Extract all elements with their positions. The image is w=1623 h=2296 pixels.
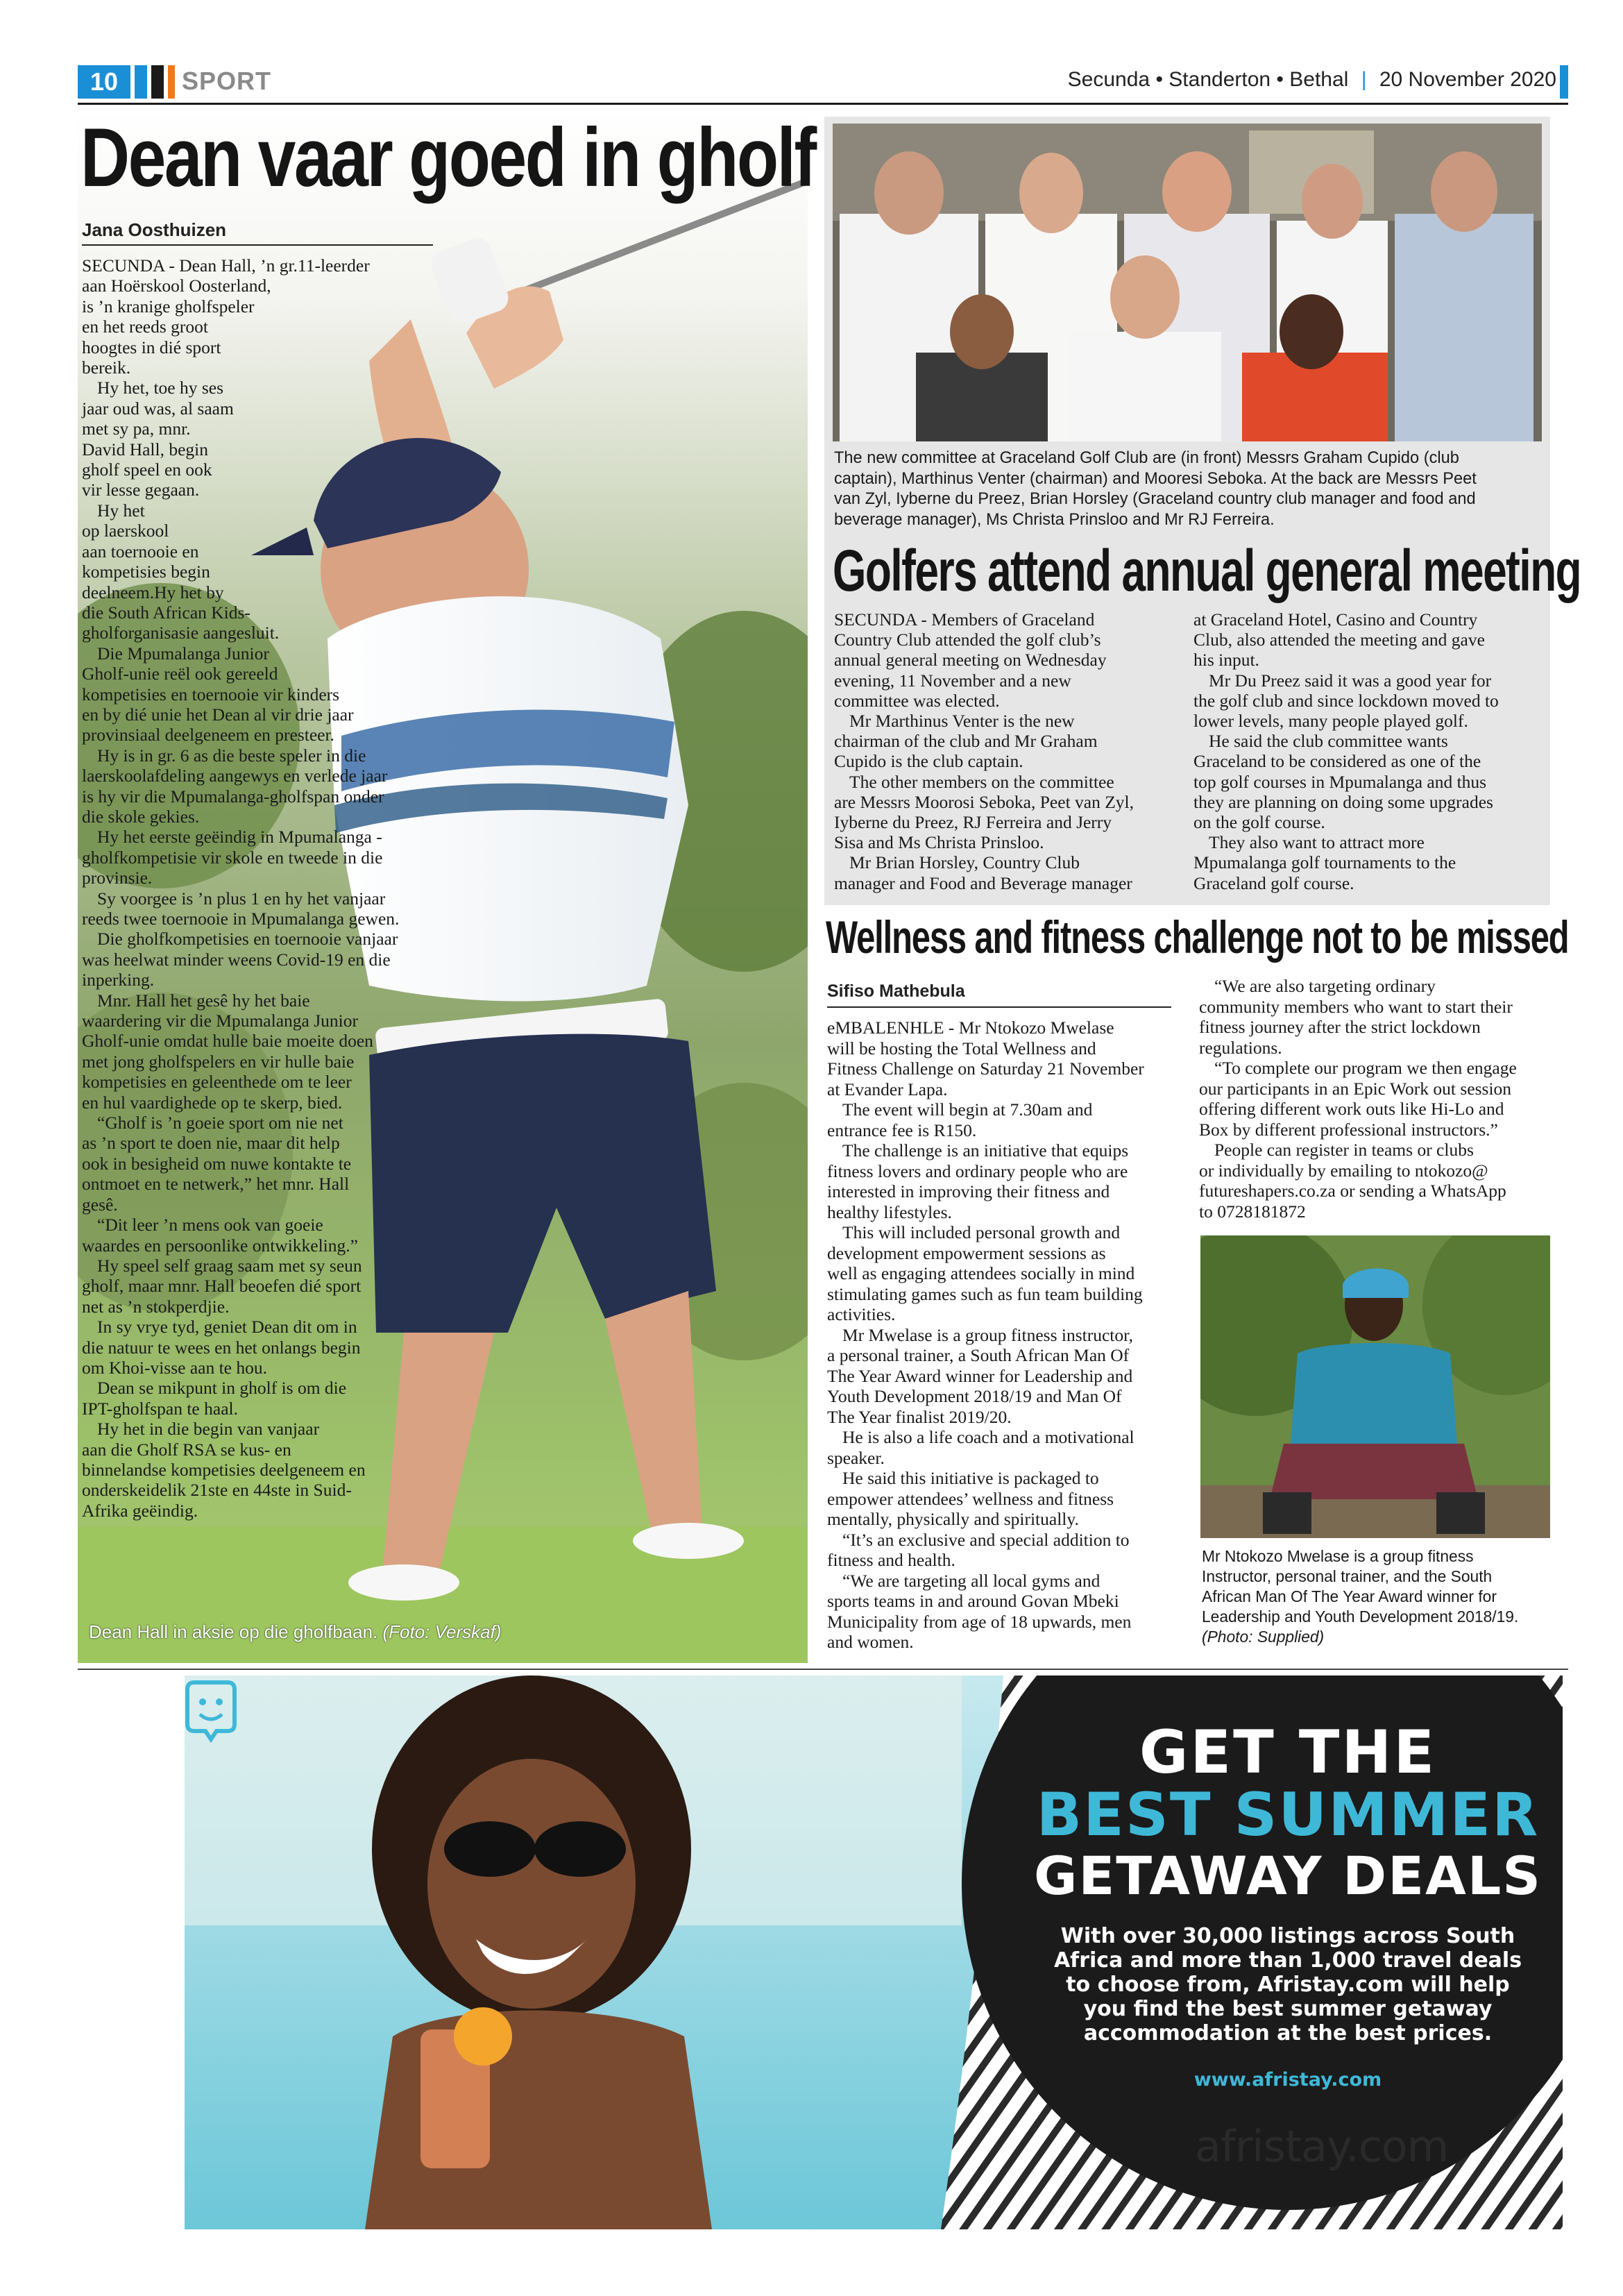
agm-headline: Golfers attend annual general meeting	[833, 538, 1581, 603]
golf-body-line: inperking.	[82, 970, 155, 990]
golf-photo-caption	[89, 1621, 501, 1643]
golf-body-line: Sy voorgee is ’n plus 1 en hy het vanjaar	[97, 888, 386, 909]
wellness-byline-rule	[827, 1006, 1171, 1008]
wellness-col1-line: empower attendees’ wellness and fitness	[827, 1488, 1114, 1509]
golf-body-line: vir lesse gegaan.	[82, 480, 200, 500]
agm-col2-line: Mpumalanga golf tournaments to the	[1193, 852, 1456, 873]
agm-col1-line: SECUNDA - Members of Graceland	[834, 609, 1095, 630]
trainer-photo	[1200, 1235, 1550, 1538]
golf-body-line: was heelwat minder weens Covid-19 en die	[82, 949, 391, 970]
golf-body-line: op laerskool	[82, 521, 169, 541]
agm-col2-line: Graceland golf course.	[1193, 872, 1354, 893]
wellness-col1-line: and women.	[827, 1632, 914, 1652]
agm-col2-line: They also want to attract more	[1209, 832, 1425, 853]
golf-body-line: laerskoolafdeling aangewys en verlede jaar	[82, 766, 388, 786]
wellness-col1-line: He is also a life coach and a motivational	[842, 1427, 1135, 1447]
golf-body-line: aan die Gholf RSA se kus- en	[82, 1439, 291, 1460]
agm-col1-line: The other members on the committee	[849, 771, 1114, 792]
advert-line-1: GET THE	[1139, 1718, 1437, 1787]
wellness-col1-line: eMBALENHLE - Mr Ntokozo Mwelase	[827, 1018, 1114, 1038]
golf-caption-credit: (Foto: Verskaf)	[382, 1621, 502, 1642]
agm-col1-line: evening, 11 November and a new	[834, 670, 1071, 691]
header-color-block-black	[151, 65, 164, 99]
golf-body-line: IPT-gholfspan te haal.	[82, 1398, 238, 1419]
golf-body-line: met jong gholfspelers en vir hulle baie	[82, 1051, 355, 1072]
wellness-caption-line: Instructor, personal trainer, and the South	[1202, 1567, 1493, 1585]
wellness-col1-line: Mr Mwelase is a group fitness instructor,	[842, 1324, 1133, 1345]
golf-body-line: kompetisies en geleenthede om te leer	[82, 1072, 352, 1092]
page-bottom-rule	[78, 1669, 1568, 1670]
wellness-photo-caption	[1202, 1546, 1556, 1647]
golf-body-line: aan toernooie en	[82, 541, 199, 562]
wellness-col2-line: regulations.	[1199, 1037, 1282, 1058]
wellness-caption-line: Leadership and Youth Development 2018/19.	[1202, 1607, 1519, 1626]
wellness-col1-line: Fitness Challenge on Saturday 21 November	[827, 1058, 1144, 1079]
golf-body-line: gholfkompetisie vir skole en tweede in die	[82, 847, 383, 868]
golf-body-line: provinsie.	[82, 868, 153, 888]
advert-body	[1003, 1924, 1563, 2045]
wellness-col1-line: The challenge is an initiative that equips	[842, 1140, 1129, 1160]
golf-body-line: bereik.	[82, 357, 131, 378]
advert-line-2: BEST SUMMER	[1036, 1780, 1540, 1850]
golf-body-line: gesê.	[82, 1194, 118, 1215]
agm-col1-line: committee was elected.	[834, 690, 1000, 711]
wellness-body-column-1	[827, 1018, 1188, 1653]
golf-body-line: die South African Kids-	[82, 602, 250, 623]
golf-body-line: “Gholf is ’n goeie sport om nie net	[97, 1113, 343, 1133]
golf-caption-text: Dean Hall in aksie op die gholfbaan.	[89, 1621, 378, 1642]
afristay-advert[interactable]	[185, 1675, 1563, 2229]
golf-body-line: waardering vir die Mpumalanga Junior	[82, 1011, 358, 1031]
golf-body-line: waardes en persoonlike ontwikkeling.”	[82, 1235, 358, 1256]
wellness-col1-line: at Evander Lapa.	[827, 1079, 948, 1099]
wellness-col2-line: Box by different professional instructors.”	[1199, 1119, 1498, 1140]
agm-caption-line: captain), Marthinus Venter (chairman) and Mooresi Seboka. At the back are Messrs Peet	[834, 469, 1477, 488]
golf-body-line: Hy speel self graag saam met sy seun	[97, 1255, 362, 1276]
wellness-col1-line: speaker.	[827, 1447, 885, 1468]
wellness-col1-line: healthy lifestyles.	[827, 1201, 952, 1222]
agm-col2-line: the golf club and since lockdown moved to	[1193, 690, 1499, 711]
golf-body-line: Hy is in gr. 6 as die beste speler in die	[97, 745, 366, 766]
golf-body-line: en by dié unie het Dean al vir drie jaar	[82, 704, 354, 725]
advert-body-line: you find the best summer getaway	[1083, 1997, 1493, 2021]
golf-body-line: provinsiaal deelgeneem en presteer.	[82, 725, 334, 745]
header-rule	[78, 103, 1568, 105]
wellness-col2-line: to 0728181872	[1199, 1201, 1306, 1222]
agm-col2-line: top golf courses in Mpumalanga and thus	[1193, 771, 1487, 792]
golf-body-line: Hy het in die begin van vanjaar	[97, 1419, 320, 1440]
golf-body-line: Hy het, toe hy ses	[97, 378, 224, 398]
wellness-headline: Wellness and fitness challenge not to be missed	[826, 911, 1569, 963]
wellness-col1-line: sports teams in and around Govan Mbeki	[827, 1591, 1119, 1611]
wellness-col1-line: The event will begin at 7.30am and	[842, 1099, 1093, 1120]
golf-body-line: is hy vir die Mpumalanga-gholfspan onder	[82, 786, 384, 807]
wellness-col1-line: a personal trainer, a South African Man Of	[827, 1345, 1130, 1365]
agm-col2-line: Graceland to be considered as one of the	[1193, 751, 1481, 772]
wellness-col2-line: our participants in an Epic Work out session	[1199, 1078, 1512, 1099]
page-number: 10	[78, 65, 130, 99]
agm-col1-line: Iyberne du Preez, RJ Ferreira and Jerry	[834, 812, 1112, 833]
header-dateline: Secunda • Standerton • Bethal | 20 November 2020	[1067, 68, 1556, 91]
agm-body-column-1	[834, 609, 1160, 893]
agm-col2-line: lower levels, many people played golf.	[1193, 711, 1468, 732]
golf-body-line: die natuur te wees en het onlangs begin	[82, 1337, 361, 1358]
golf-body-line: In sy vrye tyd, geniet Dean dit om in	[97, 1317, 357, 1337]
agm-col1-line: annual general meeting on Wednesday	[834, 650, 1107, 670]
agm-col1-line: chairman of the club and Mr Graham	[834, 731, 1098, 752]
agm-col1-line: manager and Food and Beverage manager	[834, 872, 1132, 893]
wellness-col1-line: fitness lovers and ordinary people who are	[827, 1160, 1128, 1181]
agm-caption-line: van Zyl, Iyberne du Preez, Brian Horsley (Graceland country club manager and food and	[834, 490, 1476, 509]
wellness-col1-line: The Year Award winner for Leadership and	[827, 1365, 1133, 1386]
golf-body-line: onderskeidelik 21ste en 44ste in Suid-	[82, 1480, 352, 1501]
agm-caption-line: beverage manager), Ms Christa Prinsloo and Mr RJ Ferreira.	[834, 510, 1275, 529]
location-1: Secunda	[1067, 68, 1150, 91]
agm-col1-line: Cupido is the club captain.	[834, 751, 1023, 772]
wellness-col2-line: “We are also targeting ordinary	[1214, 976, 1436, 996]
advert-body-line: Africa and more than 1,000 travel deals	[1053, 1948, 1522, 1973]
golf-body-line: gholf speel en ook	[82, 459, 212, 480]
golf-byline-rule	[82, 244, 433, 246]
wellness-col2-line: futureshapers.co.za or sending a WhatsApp	[1199, 1181, 1506, 1201]
wellness-col1-line: entrance fee is R150.	[827, 1120, 977, 1140]
advert-body-line: With over 30,000 listings across South	[1060, 1924, 1515, 1948]
golf-body-line: deelneem.Hy het by	[82, 582, 224, 602]
wellness-col1-line: “We are targeting all local gyms and	[842, 1570, 1101, 1591]
wellness-col1-line: well as engaging attendees socially in mind	[827, 1263, 1135, 1283]
golf-body-line: kompetisies en toernooie vir kinders	[82, 684, 340, 704]
golf-body-line: binnelandse kompetisies deelgeneem en	[82, 1459, 366, 1480]
golf-body-line: met sy pa, mnr.	[82, 419, 191, 439]
golf-body-line: hoogtes in dié sport	[82, 337, 221, 357]
wellness-caption-line: Mr Ntokozo Mwelase is a group fitness	[1202, 1547, 1474, 1565]
wellness-col2-line: People can register in teams or clubs	[1214, 1140, 1474, 1160]
golf-body-line: kompetisies begin	[82, 562, 210, 582]
advert-copy	[1003, 1718, 1563, 2091]
location-3: Bethal	[1289, 68, 1349, 91]
golf-body-line: David Hall, begin	[82, 439, 208, 459]
advert-body-line: accommodation at the best prices.	[1083, 2021, 1493, 2045]
agm-col2-line: Club, also attended the meeting and gave	[1193, 630, 1485, 650]
agm-body-column-2	[1193, 609, 1540, 893]
golf-body-line: “Dit leer ’n mens ook van goeie	[97, 1215, 323, 1235]
golf-body-line: Die Mpumalanga Junior	[97, 643, 269, 664]
agm-col1-line: Sisa and Ms Christa Prinsloo.	[834, 832, 1044, 853]
agm-caption-line: The new committee at Graceland Golf Club are (in front) Messrs Graham Cupido (club	[834, 449, 1459, 467]
agm-col2-line: Mr Du Preez said it was a good year for	[1209, 670, 1492, 691]
agm-col1-line: Mr Brian Horsley, Country Club	[849, 852, 1080, 873]
issue-date: 20 November 2020	[1379, 68, 1556, 91]
agm-col2-line: on the golf course.	[1193, 812, 1325, 833]
header-end-bar	[1560, 65, 1568, 99]
wellness-col2-line: or individually by emailing to ntokozo@	[1199, 1160, 1488, 1181]
golf-body-line: is ’n kranige gholfspeler	[82, 296, 255, 316]
agm-col1-line: are Messrs Moorosi Seboka, Peet van Zyl,	[834, 791, 1135, 812]
agm-col2-line: they are planning on doing some upgrades	[1193, 791, 1493, 812]
afristay-logo-text: afristay.com	[1195, 2121, 1449, 2172]
golf-body-line: SECUNDA - Dean Hall, ’n gr.11-leerder	[82, 255, 370, 276]
wellness-col1-line: “It’s an exclusive and special addition to	[842, 1529, 1130, 1550]
agm-col2-line: at Graceland Hotel, Casino and Country	[1193, 609, 1478, 630]
golf-body-line: Gholf-unie reël ook gereeld	[82, 664, 278, 684]
wellness-body-column-2	[1199, 976, 1560, 1222]
golf-body-line: as ’n sport te doen nie, maar dit help	[82, 1133, 340, 1154]
golf-body-line: gholforganisasie aangesluit.	[82, 623, 280, 643]
agm-col1-line: Country Club attended the golf club’s	[834, 630, 1101, 650]
wellness-col1-line: fitness and health.	[827, 1550, 955, 1570]
agm-col1-line: Mr Marthinus Venter is the new	[849, 711, 1075, 732]
golf-article-body	[82, 255, 443, 1521]
golf-body-line: reeds twee toernooie in Mpumalanga gewen.	[82, 909, 400, 929]
golf-body-line: Hy het eerste geëindig in Mpumalanga -	[97, 827, 382, 847]
golf-body-line: gholf, maar mnr. Hall beoefen dié sport	[82, 1276, 362, 1297]
wellness-col2-line: offering different work outs like Hi-Lo and	[1199, 1099, 1504, 1119]
advert-line-3: GETAWAY DEALS	[1033, 1845, 1543, 1907]
wellness-col1-line: development empowerment sessions as	[827, 1242, 1106, 1263]
golf-body-line: Hy het	[97, 500, 145, 521]
wellness-caption-credit: (Photo: Supplied)	[1202, 1628, 1325, 1646]
golf-body-line: net as ’n stokperdjie.	[82, 1296, 230, 1317]
header-color-block-orange	[168, 65, 175, 99]
location-2: Standerton	[1169, 68, 1271, 91]
afristay-logo-icon	[185, 1675, 511, 1745]
golf-body-line: die skole gekies.	[82, 806, 200, 827]
wellness-col1-line: mentally, physically and spiritually.	[827, 1509, 1079, 1529]
wellness-col2-line: community members who want to start their	[1199, 996, 1513, 1017]
wellness-col1-line: interested in improving their fitness and	[827, 1181, 1110, 1201]
golf-byline: Jana Oosthuizen	[82, 219, 227, 240]
wellness-col1-line: stimulating games such as fun team building	[827, 1283, 1143, 1304]
wellness-col1-line: will be hosting the Total Wellness and	[827, 1038, 1096, 1058]
committee-group-photo	[833, 124, 1542, 441]
wellness-byline: Sifiso Mathebula	[827, 981, 965, 1001]
golf-body-line: Gholf-unie omdat hulle baie moeite doen	[82, 1031, 373, 1052]
agm-col2-line: his input.	[1193, 650, 1259, 670]
golf-body-line: Mnr. Hall het gesê hy het baie	[97, 990, 310, 1011]
wellness-col1-line: He said this initiative is packaged to	[842, 1468, 1099, 1488]
golf-body-line: jaar oud was, al saam	[82, 398, 234, 419]
golf-body-line: om Khoi-visse aan te hou.	[82, 1357, 267, 1378]
golf-body-line: aan Hoërskool Oosterland,	[82, 276, 271, 296]
header-color-block-blue	[135, 65, 147, 99]
golf-body-line: Afrika geëindig.	[82, 1500, 198, 1521]
wellness-col1-line: Youth Development 2018/19 and Man Of	[827, 1386, 1122, 1406]
wellness-col1-line: This will included personal growth and	[842, 1222, 1121, 1242]
wellness-col2-line: fitness journey after the strict lockdown	[1199, 1017, 1481, 1037]
agm-photo-caption	[834, 448, 1542, 530]
golf-body-line: ook in besigheid om nuwe kontakte te	[82, 1153, 352, 1174]
wellness-col1-line: Municipality from age of 18 upwards, men	[827, 1611, 1132, 1632]
agm-col2-line: He said the club committee wants	[1209, 731, 1448, 752]
section-label: SPORT	[182, 67, 272, 95]
wellness-col2-line: “To complete our program we then engage	[1214, 1058, 1517, 1078]
golf-body-line: en hul vaardighede op te skerp, bied.	[82, 1092, 343, 1113]
wellness-caption-line: African Man Of The Year Award winner for	[1202, 1587, 1497, 1605]
golf-body-line: Dean se mikpunt in gholf is om die	[97, 1378, 347, 1399]
golf-body-line: Die gholfkompetisies en toernooie vanjaar	[97, 929, 398, 949]
golf-headline: Dean vaar goed in gholf	[80, 111, 815, 204]
golf-body-line: en het reeds groot	[82, 316, 208, 337]
advert-url-link[interactable]: www.afristay.com	[1193, 2069, 1382, 2091]
golf-body-line: ontmoet en te netwerk,” het mnr. Hall	[82, 1174, 350, 1195]
wellness-col1-line: activities.	[827, 1304, 896, 1324]
wellness-col1-line: The Year finalist 2019/20.	[827, 1406, 1012, 1427]
advert-body-line: to choose from, Afristay.com will help	[1066, 1973, 1510, 1997]
